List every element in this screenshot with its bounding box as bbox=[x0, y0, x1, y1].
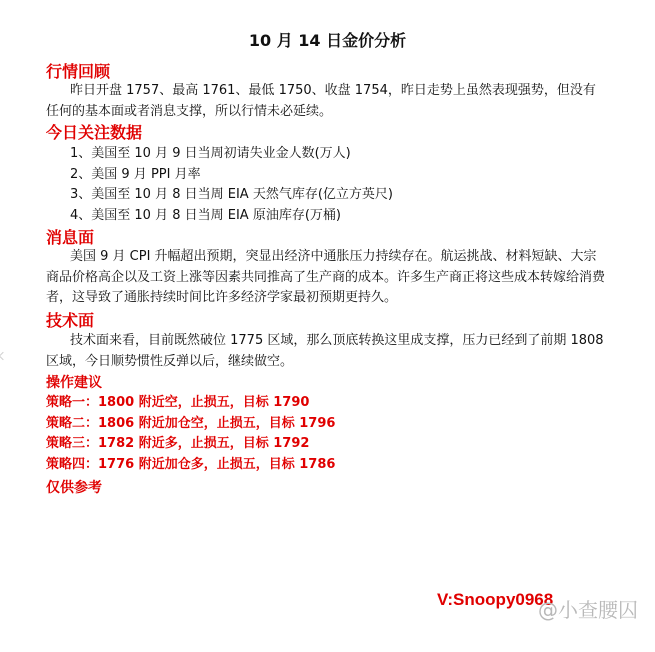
chevron-left-icon bbox=[0, 352, 7, 360]
news-paragraph: 美国 9 月 CPI 升幅超出预期，突显出经济中通胀压力持续存在。航运挑战、材料短缺、大宗商品价格高企以及工资上涨等因素共同推高了生产商的成本。许多生产商正将这些成本转嫁给消费者，这导致了通胀持续时间比许多经济学家最初预期更持久。 bbox=[46, 249, 606, 305]
document-title: 10 月 14 日金价分析 bbox=[248, 31, 407, 50]
strategy-item: 策略三：1782 附近多，止损五，目标 1792 bbox=[46, 436, 310, 451]
list-item: 4、美国至 10 月 8 日当周 EIA 原油库存(万桶) bbox=[70, 207, 341, 223]
watermark: @小查腰囚 bbox=[538, 598, 638, 622]
strategy-list bbox=[46, 393, 335, 475]
disclaimer: 仅供参考 bbox=[46, 480, 102, 496]
focus-heading: 今日关注数据 bbox=[46, 123, 143, 142]
strategy-item: 策略四：1776 附近加仓多，止损五，目标 1786 bbox=[46, 456, 336, 472]
technical-paragraph: 技术面来看，目前既然破位 1775 区域，那么顶底转换这里成支撑，压力已经到了前期 1808 区域，今日顺势惯性反弹以后，继续做空。 bbox=[46, 333, 604, 369]
advice-heading: 操作建议 bbox=[46, 375, 102, 391]
news-heading: 消息面 bbox=[46, 228, 95, 247]
contact-id: V:Snoopy0968 bbox=[437, 590, 554, 609]
review-paragraph: 昨日开盘 1757、最高 1761、最低 1750、收盘 1754，昨日走势上虽然表现强势，但没有任何的基本面或者消息支撑，所以行情未必延续。 bbox=[46, 83, 596, 119]
technical-heading: 技术面 bbox=[46, 311, 95, 330]
strategy-item: 策略一：1800 附近空，止损五，目标 1790 bbox=[46, 395, 310, 410]
list-item: 2、美国 9 月 PPI 月率 bbox=[70, 166, 201, 182]
focus-list bbox=[70, 144, 393, 226]
review-heading: 行情回顾 bbox=[46, 62, 111, 81]
strategy-item: 策略二：1806 附近加仓空，止损五，目标 1796 bbox=[46, 415, 336, 431]
list-item: 1、美国至 10 月 9 日当周初请失业金人数(万人) bbox=[70, 146, 351, 161]
list-item: 3、美国至 10 月 8 日当周 EIA 天然气库存(亿立方英尺) bbox=[70, 187, 393, 202]
